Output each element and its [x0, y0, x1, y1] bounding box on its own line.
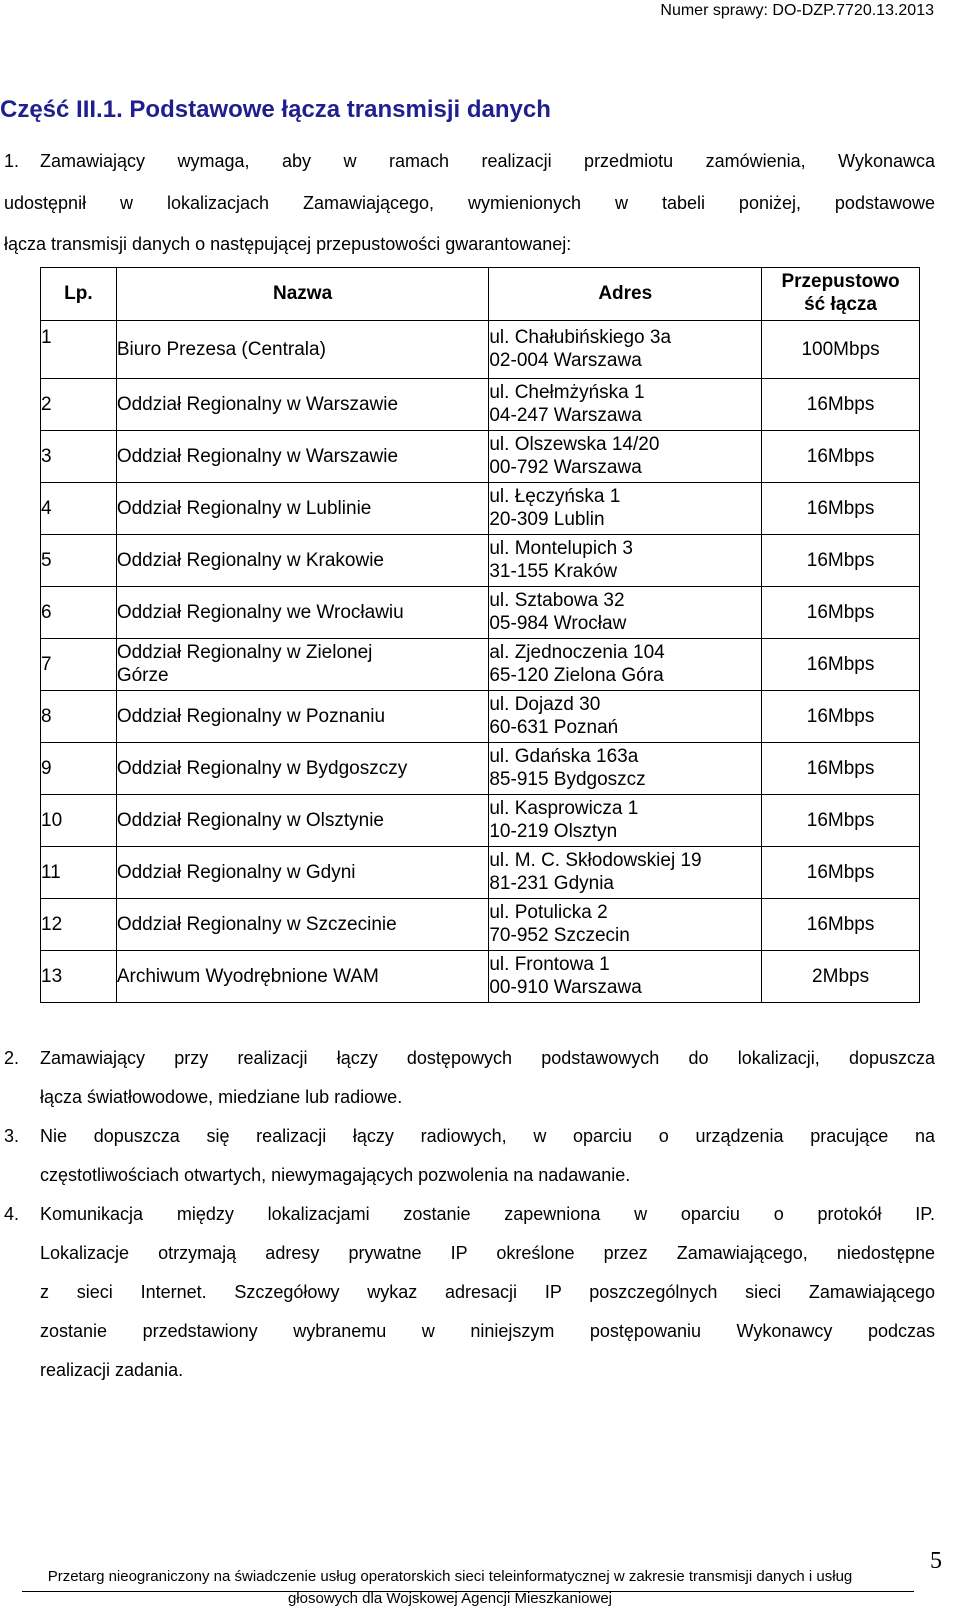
- table-row: [41, 483, 920, 535]
- cell-address: [489, 743, 762, 795]
- address-city: 02-004 Warszawa: [489, 349, 642, 371]
- point-line: łącza światłowodowe, miedziane lub radiowe.: [40, 1087, 403, 1107]
- address-city: 31-155 Kraków: [489, 560, 618, 582]
- point-number: 4.: [4, 1204, 20, 1224]
- intro-line: udostępnił w lokalizacjach Zamawiającego, wymienionych w tabeli poniżej, podstawowe: [4, 193, 935, 213]
- table-row: [41, 431, 920, 483]
- section-title: Część III.1. Podstawowe łącza transmisji danych: [0, 96, 551, 123]
- address-city: 10-219 Olsztyn: [489, 820, 618, 842]
- table-header-row: [41, 268, 920, 321]
- header-lp: Lp.: [41, 268, 117, 321]
- address-street: ul. Sztabowa 32: [489, 589, 625, 611]
- cell-name: Oddział Regionalny w Szczecinie: [116, 899, 489, 951]
- cell-name: Oddział Regionalny w Olsztynie: [116, 795, 489, 847]
- address-street: ul. Dojazd 30: [489, 693, 601, 715]
- address-street: ul. Potulicka 2: [489, 901, 608, 923]
- cell-bandwidth: 16Mbps: [762, 483, 920, 535]
- address-city: 00-910 Warszawa: [489, 976, 642, 998]
- intro-line: Zamawiający wymaga, aby w ramach realizacji przedmiotu zamówienia, Wykonawca: [40, 151, 935, 171]
- table-row: [41, 795, 920, 847]
- address-street: al. Zjednoczenia 104: [489, 641, 665, 663]
- cell-address: [489, 379, 762, 431]
- cell-bandwidth: 16Mbps: [762, 639, 920, 691]
- cell-name: Oddział Regionalny w Bydgoszczy: [116, 743, 489, 795]
- address-city: 85-915 Bydgoszcz: [489, 768, 646, 790]
- address-city: 60-631 Poznań: [489, 716, 619, 738]
- address-city: 65-120 Zielona Góra: [489, 664, 664, 686]
- cell-bandwidth: 16Mbps: [762, 379, 920, 431]
- point-line: Lokalizacje otrzymają adresy prywatne IP określone przez Zamawiającego, niedostępne: [40, 1243, 935, 1263]
- cell-name: Archiwum Wyodrębnione WAM: [116, 951, 489, 1003]
- address-street: ul. Łęczyńska 1: [489, 485, 621, 507]
- table-row: [41, 321, 920, 379]
- point-line: realizacji zadania.: [40, 1360, 184, 1380]
- address-city: 04-247 Warszawa: [489, 404, 642, 426]
- address-street: ul. Chałubińskiego 3a: [489, 326, 672, 348]
- name-line: Górze: [116, 664, 169, 686]
- address-city: 20-309 Lublin: [489, 508, 605, 530]
- cell-address: [489, 587, 762, 639]
- address-city: 81-231 Gdynia: [489, 872, 615, 894]
- address-street: ul. M. C. Skłodowskiej 19: [489, 849, 702, 871]
- cell-lp: 10: [41, 795, 117, 847]
- footer-line: Przetarg nieograniczony na świadczenie usług operatorskich sieci teleinformatycznej w zakresie transmisji danych i usług: [47, 1568, 853, 1585]
- cell-lp: 8: [41, 691, 117, 743]
- cell-bandwidth: 16Mbps: [762, 899, 920, 951]
- cell-lp: 11: [41, 847, 117, 899]
- footer-line: głosowych dla Wojskowej Agencji Mieszkaniowej: [287, 1590, 613, 1607]
- table-row: [41, 587, 920, 639]
- point-line: z sieci Internet. Szczegółowy wykaz adresacji IP poszczególnych sieci Zamawiającego: [40, 1282, 935, 1302]
- point-number: 2.: [4, 1048, 20, 1068]
- cell-name: Oddział Regionalny w Warszawie: [116, 431, 489, 483]
- cell-address: [489, 483, 762, 535]
- cell-name: Oddział Regionalny we Wrocławiu: [116, 587, 489, 639]
- name-line: Oddział Regionalny w Zielonej: [116, 641, 373, 663]
- point-line: Komunikacja między lokalizacjami zostanie zapewniona w oparciu o protokół IP.: [40, 1204, 935, 1224]
- intro-line: łącza transmisji danych o następującej przepustowości gwarantowanej:: [4, 234, 572, 254]
- cell-lp: 2: [41, 379, 117, 431]
- cell-bandwidth: 100Mbps: [762, 321, 920, 379]
- table-row: [41, 535, 920, 587]
- cell-lp: 5: [41, 535, 117, 587]
- cell-lp: 12: [41, 899, 117, 951]
- case-number: Numer sprawy: DO-DZP.7720.13.2013: [660, 2, 934, 19]
- cell-bandwidth: 16Mbps: [762, 847, 920, 899]
- cell-lp: 4: [41, 483, 117, 535]
- address-street: ul. Montelupich 3: [489, 537, 634, 559]
- header-name: Nazwa: [116, 268, 489, 321]
- header-bandwidth: [762, 268, 920, 321]
- cell-address: [489, 847, 762, 899]
- intro-number: 1.: [4, 151, 20, 171]
- cell-lp: 1: [41, 321, 117, 379]
- table-row: [41, 847, 920, 899]
- address-street: ul. Gdańska 163a: [489, 745, 639, 767]
- point-line: Nie dopuszcza się realizacji łączy radiowych, w oparciu o urządzenia pracujące na: [40, 1126, 935, 1146]
- cell-name: Oddział Regionalny w Lublinie: [116, 483, 489, 535]
- header-address: Adres: [489, 268, 762, 321]
- cell-lp: 13: [41, 951, 117, 1003]
- table-row: [41, 379, 920, 431]
- address-city: 70-952 Szczecin: [489, 924, 630, 946]
- point-line: Zamawiający przy realizacji łączy dostępowych podstawowych do lokalizacji, dopuszcza: [40, 1048, 935, 1068]
- cell-bandwidth: 16Mbps: [762, 691, 920, 743]
- cell-name: Oddział Regionalny w Gdyni: [116, 847, 489, 899]
- address-street: ul. Olszewska 14/20: [489, 433, 660, 455]
- point-line: zostanie przedstawiony wybranemu w niniejszym postępowaniu Wykonawcy podczas: [40, 1321, 935, 1341]
- header-bandwidth-line: Przepustowo: [781, 271, 900, 293]
- address-city: 05-984 Wrocław: [489, 612, 627, 634]
- table-row: [41, 743, 920, 795]
- cell-name: Biuro Prezesa (Centrala): [116, 321, 489, 379]
- cell-lp: 3: [41, 431, 117, 483]
- cell-address: [489, 321, 762, 379]
- cell-bandwidth: 16Mbps: [762, 743, 920, 795]
- address-city: 00-792 Warszawa: [489, 456, 642, 478]
- cell-lp: 7: [41, 639, 117, 691]
- cell-lp: 6: [41, 587, 117, 639]
- page-number: 5: [930, 1548, 942, 1574]
- cell-name: Oddział Regionalny w Warszawie: [116, 379, 489, 431]
- table-row: [41, 899, 920, 951]
- cell-address: [489, 951, 762, 1003]
- cell-name: [116, 639, 489, 691]
- cell-address: [489, 691, 762, 743]
- table-row: [41, 639, 920, 691]
- table-row: [41, 951, 920, 1003]
- cell-bandwidth: 16Mbps: [762, 431, 920, 483]
- cell-bandwidth: 16Mbps: [762, 795, 920, 847]
- cell-bandwidth: 2Mbps: [762, 951, 920, 1003]
- cell-address: [489, 535, 762, 587]
- point-number: 3.: [4, 1126, 20, 1146]
- cell-bandwidth: 16Mbps: [762, 587, 920, 639]
- address-street: ul. Frontowa 1: [489, 953, 610, 975]
- cell-address: [489, 795, 762, 847]
- cell-name: Oddział Regionalny w Poznaniu: [116, 691, 489, 743]
- point-line: częstotliwościach otwartych, niewymagających pozwolenia na nadawanie.: [40, 1165, 631, 1185]
- cell-address: [489, 899, 762, 951]
- cell-bandwidth: 16Mbps: [762, 535, 920, 587]
- address-street: ul. Chełmżyńska 1: [489, 381, 645, 403]
- bandwidth-table: [40, 267, 920, 1003]
- address-street: ul. Kasprowicza 1: [489, 797, 639, 819]
- cell-address: [489, 639, 762, 691]
- cell-address: [489, 431, 762, 483]
- table-row: [41, 691, 920, 743]
- header-bandwidth-line: ść łącza: [804, 294, 878, 315]
- cell-lp: 9: [41, 743, 117, 795]
- cell-name: Oddział Regionalny w Krakowie: [116, 535, 489, 587]
